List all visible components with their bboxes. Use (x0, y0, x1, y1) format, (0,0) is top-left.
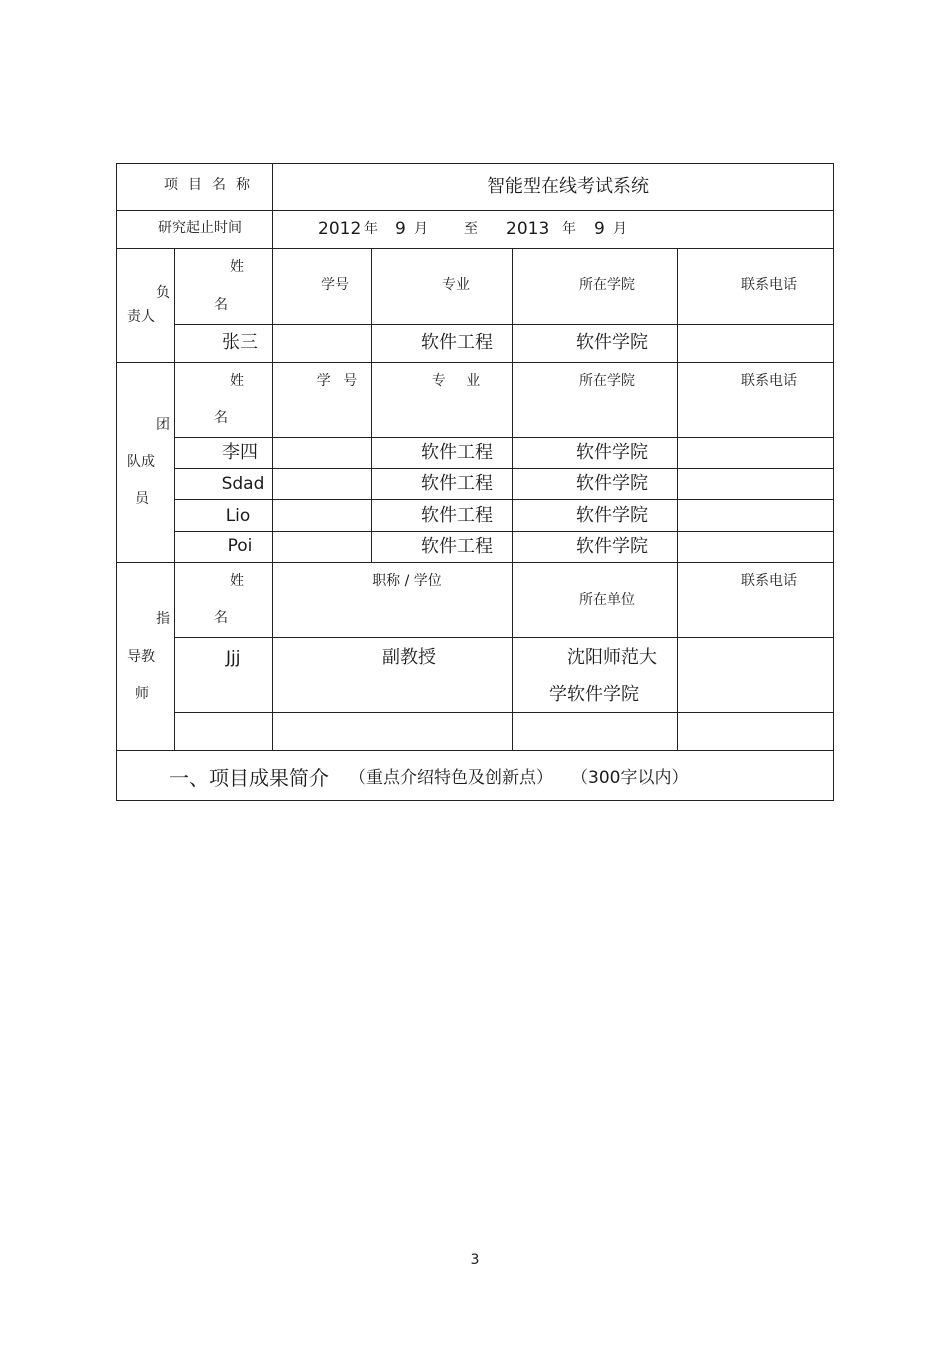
section-title: 一、项目成果简介 (169, 766, 329, 790)
advisor-title-header: 职称 / 学位 (372, 573, 442, 589)
end-month: 9 (594, 219, 605, 239)
table-border (272, 163, 273, 750)
page-number: 3 (470, 1252, 480, 1268)
leader-name-header-2: 名 (214, 297, 228, 313)
leader-major-header: 专业 (442, 277, 470, 293)
team-phone-header: 联系电话 (741, 373, 797, 389)
start-month: 9 (395, 219, 406, 239)
section-note-features: （重点介绍特色及创新点） (349, 768, 553, 788)
advisor-name-header-2: 名 (214, 610, 228, 626)
team-college-header: 所在学院 (579, 373, 635, 389)
table-border (116, 362, 834, 363)
period-to: 至 (464, 221, 478, 237)
leader-name-header-1: 姓 (230, 259, 244, 275)
start-month-unit: 月 (414, 221, 428, 237)
period-label: 研究起止时间 (158, 220, 242, 236)
advisor-name-header-1: 姓 (230, 573, 244, 589)
project-name-value: 智能型在线考试系统 (487, 176, 649, 197)
table-border (174, 248, 175, 750)
leader-phone-header: 联系电话 (741, 277, 797, 293)
leader-label-2: 责人 (127, 309, 155, 325)
table-border (174, 437, 834, 438)
team-student-id-header: 学 号 (316, 373, 358, 389)
member-major: 软件工程 (421, 505, 493, 526)
leader-major: 软件工程 (421, 332, 493, 353)
table-border (174, 531, 834, 532)
advisor-unit-line2: 学软件学院 (549, 684, 639, 705)
member-college: 软件学院 (576, 442, 648, 463)
table-border (116, 163, 117, 801)
table-border (116, 750, 834, 751)
member-college: 软件学院 (576, 536, 648, 557)
member-college: 软件学院 (576, 505, 648, 526)
table-border (833, 163, 834, 801)
table-border (116, 210, 834, 211)
advisor-label-3: 师 (135, 686, 149, 702)
team-label-2: 队成 (127, 454, 155, 470)
table-border (174, 712, 834, 713)
leader-label-1: 负 (156, 285, 170, 301)
table-border (116, 562, 834, 563)
member-major: 软件工程 (421, 536, 493, 557)
member-name: Lio (225, 506, 251, 526)
advisor-unit-header: 所在单位 (579, 592, 635, 608)
table-border (174, 324, 834, 325)
member-major: 软件工程 (421, 442, 493, 463)
advisor-name: Jjj (226, 648, 241, 668)
team-name-header-2: 名 (214, 410, 228, 426)
table-border (677, 248, 678, 750)
table-border (116, 800, 834, 801)
member-college: 软件学院 (576, 473, 648, 494)
team-label-1: 团 (156, 417, 170, 433)
table-border (116, 163, 834, 164)
team-major-header: 专 业 (431, 373, 481, 389)
start-year: 2012 (318, 219, 362, 239)
team-label-3: 员 (135, 491, 149, 507)
end-year: 2013 (506, 219, 550, 239)
team-name-header-1: 姓 (230, 373, 244, 389)
member-name: Poi (227, 536, 253, 556)
advisor-label-2: 导教 (127, 649, 155, 665)
table-border (174, 468, 834, 469)
table-border (116, 248, 834, 249)
start-year-unit: 年 (364, 221, 378, 237)
member-name: 李四 (222, 442, 258, 463)
advisor-title: 副教授 (382, 647, 436, 668)
leader-college-header: 所在学院 (579, 277, 635, 293)
member-name: Sdad (221, 474, 265, 494)
table-border (371, 248, 372, 562)
table-border (512, 248, 513, 750)
end-year-unit: 年 (562, 221, 576, 237)
leader-college: 软件学院 (576, 332, 648, 353)
table-border (174, 499, 834, 500)
member-major: 软件工程 (421, 473, 493, 494)
advisor-unit-line1: 沈阳师范大 (567, 647, 657, 668)
project-name-label: 项目名称 (164, 177, 260, 193)
end-month-unit: 月 (613, 221, 627, 237)
advisor-label-1: 指 (156, 611, 170, 627)
advisor-phone-header: 联系电话 (741, 573, 797, 589)
leader-name: 张三 (222, 332, 258, 353)
section-note-limit: （300字以内） (571, 768, 689, 788)
leader-student-id-header: 学号 (321, 277, 349, 293)
table-border (174, 637, 834, 638)
